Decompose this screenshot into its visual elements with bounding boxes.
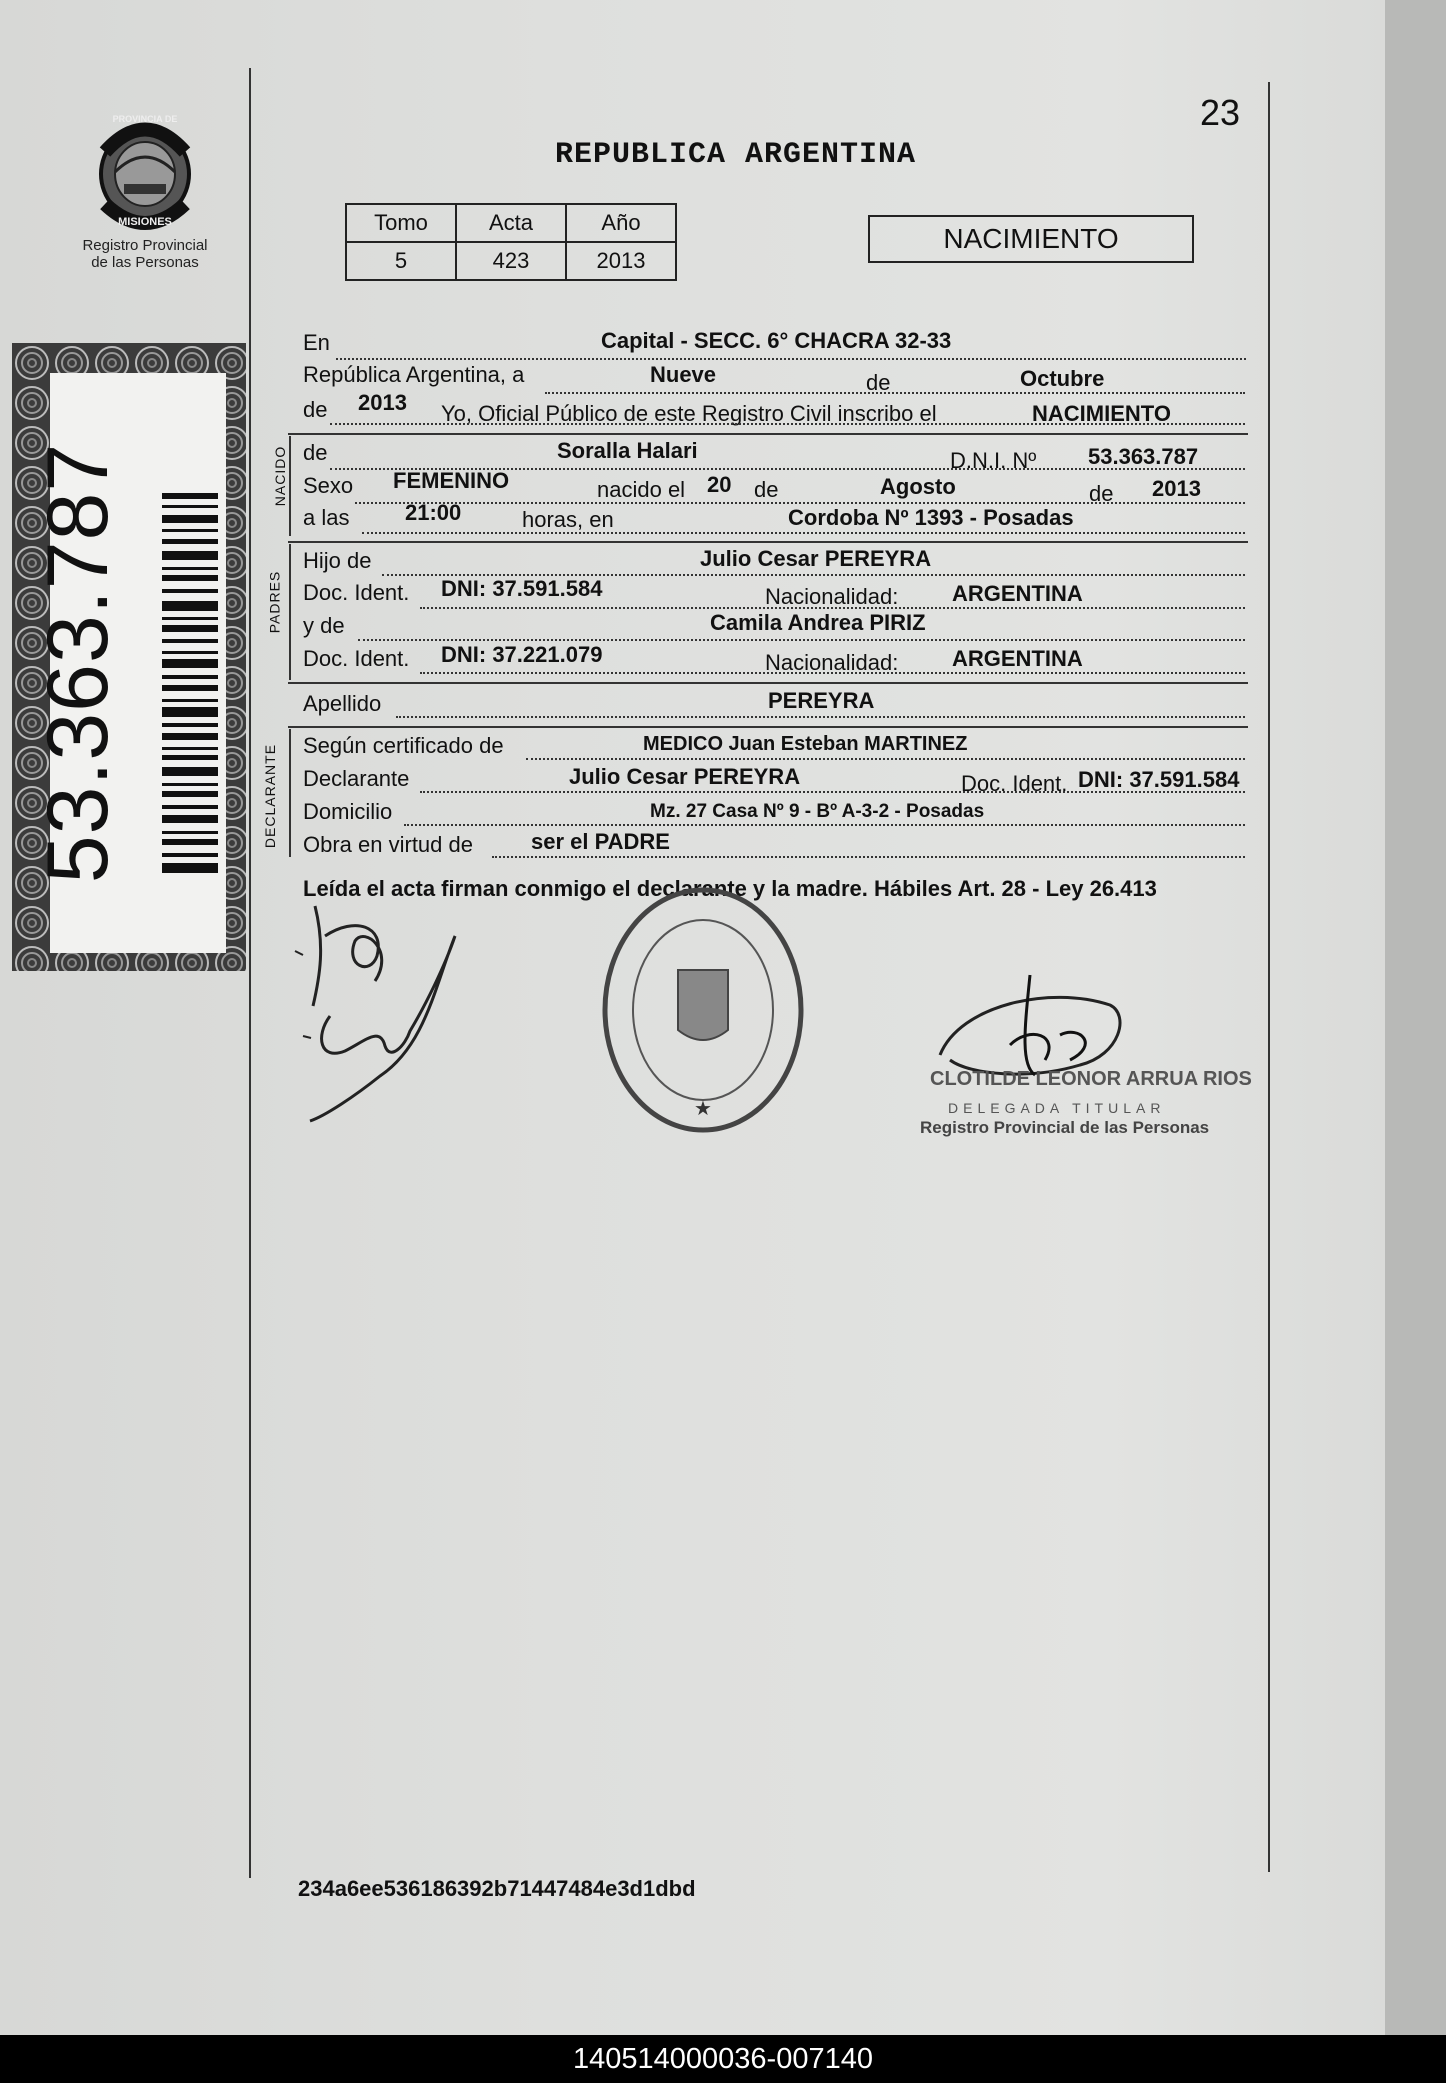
table-header-tomo: Tomo bbox=[346, 204, 456, 242]
day-value: Nueve bbox=[650, 362, 717, 387]
left-margin-line bbox=[249, 68, 251, 1878]
de-label: de bbox=[1089, 481, 1114, 506]
dotted-line bbox=[420, 607, 1245, 609]
dotted-line bbox=[492, 856, 1245, 858]
section-label-padres: PADRES bbox=[266, 570, 283, 634]
barcode-panel bbox=[30, 373, 226, 953]
dotted-line bbox=[362, 532, 1245, 534]
table-header-anio: Año bbox=[566, 204, 676, 242]
apellido-value: PEREYRA bbox=[768, 688, 875, 713]
barcode-number: 53.363.787 bbox=[30, 442, 126, 884]
declarante-doc: DNI: 37.591.584 bbox=[1078, 767, 1240, 792]
province-seal-icon bbox=[90, 112, 200, 232]
logo-bottom-text: MISIONES bbox=[118, 216, 172, 228]
nacionalidad-label: Nacionalidad: bbox=[765, 650, 899, 675]
sexo-label: Sexo bbox=[303, 473, 354, 498]
birth-time: 21:00 bbox=[405, 500, 462, 525]
section-separator bbox=[288, 433, 1248, 435]
logo-caption-2: de las Personas bbox=[91, 254, 199, 271]
dotted-line bbox=[420, 791, 1245, 793]
yde-label: y de bbox=[303, 613, 345, 638]
page-number: 23 bbox=[1200, 92, 1241, 133]
section-label-nacido: NACIDO bbox=[272, 445, 289, 507]
act-type-box: NACIMIENTO bbox=[868, 215, 1194, 263]
mother-doc: DNI: 37.221.079 bbox=[441, 642, 603, 667]
official-stamp-icon bbox=[598, 880, 808, 1140]
declarant-signatures-icon bbox=[285, 896, 475, 1126]
section-bar bbox=[289, 729, 291, 857]
de-label: de bbox=[303, 440, 328, 465]
dni-label: D.N.I. Nº bbox=[950, 448, 1037, 473]
barcode-bars-icon bbox=[162, 493, 218, 873]
right-margin-line bbox=[1268, 82, 1270, 1872]
declarante-label: Declarante bbox=[303, 766, 410, 791]
dotted-line bbox=[358, 639, 1245, 641]
dotted-line bbox=[336, 358, 1246, 360]
year-value: 2013 bbox=[358, 390, 407, 415]
horas-label: horas, en bbox=[522, 507, 614, 532]
logo-top-text: PROVINCIA DE bbox=[112, 114, 178, 124]
obra-label: Obra en virtud de bbox=[303, 832, 473, 857]
child-dni: 53.363.787 bbox=[1088, 444, 1199, 469]
page-edge bbox=[1385, 0, 1446, 2035]
en-label: En bbox=[303, 330, 330, 355]
section-separator bbox=[288, 541, 1248, 543]
mother-nationality: ARGENTINA bbox=[952, 646, 1083, 671]
table-value-acta: 423 bbox=[456, 242, 566, 280]
official-name: CLOTILDE LEONOR ARRUA RIOS bbox=[930, 1068, 1252, 1090]
birth-place: Cordoba Nº 1393 - Posadas bbox=[788, 505, 1074, 530]
cert-label: Según certificado de bbox=[303, 733, 504, 758]
domicilio-label: Domicilio bbox=[303, 799, 393, 824]
dotted-line bbox=[404, 824, 1245, 826]
father-nationality: ARGENTINA bbox=[952, 581, 1083, 606]
place-value: Capital - SECC. 6° CHACRA 32-33 bbox=[601, 328, 952, 353]
barcode-label bbox=[12, 343, 246, 971]
birth-day: 20 bbox=[707, 472, 732, 497]
sex-value: FEMENINO bbox=[393, 468, 510, 493]
de-label: de bbox=[866, 370, 891, 395]
official-signature-icon bbox=[930, 965, 1140, 1115]
de-label-2: de bbox=[303, 397, 328, 422]
table-header-acta: Acta bbox=[456, 204, 566, 242]
document-title: REPUBLICA ARGENTINA bbox=[555, 138, 917, 172]
registry-logo bbox=[80, 112, 210, 271]
birth-month: Agosto bbox=[880, 474, 956, 499]
logo-caption-1: Registro Provincial bbox=[82, 237, 208, 254]
domicilio-value: Mz. 27 Casa Nº 9 - Bº A-3-2 - Posadas bbox=[650, 801, 985, 822]
dotted-line bbox=[545, 392, 1245, 394]
official-role: DELEGADA TITULAR bbox=[948, 1100, 1166, 1116]
dotted-line bbox=[396, 716, 1245, 718]
alas-label: a las bbox=[303, 505, 350, 530]
doc-label: Doc. Ident. bbox=[303, 580, 410, 605]
footer-id: 140514000036-007140 bbox=[0, 2035, 1446, 2083]
nacionalidad-label: Nacionalidad: bbox=[765, 584, 899, 609]
republica-label: República Argentina, a bbox=[303, 362, 525, 387]
father-name: Julio Cesar PEREYRA bbox=[700, 546, 932, 571]
month-value: Octubre bbox=[1020, 366, 1105, 391]
obra-value: ser el PADRE bbox=[531, 829, 670, 854]
mother-name: Camila Andrea PIRIZ bbox=[710, 610, 926, 635]
table-value-anio: 2013 bbox=[566, 242, 676, 280]
hijo-label: Hijo de bbox=[303, 548, 372, 573]
officer-text: Yo, Oficial Público de este Registro Civil inscribo el bbox=[441, 401, 937, 426]
birth-year: 2013 bbox=[1152, 476, 1201, 501]
child-name: Soralla Halari bbox=[557, 438, 698, 463]
declarante-name: Julio Cesar PEREYRA bbox=[569, 764, 801, 789]
table-value-tomo: 5 bbox=[346, 242, 456, 280]
official-org: Registro Provincial de las Personas bbox=[920, 1118, 1210, 1137]
apellido-label: Apellido bbox=[303, 691, 382, 716]
doc-label: Doc. Ident. bbox=[961, 771, 1068, 796]
cert-value: MEDICO Juan Esteban MARTINEZ bbox=[643, 733, 968, 755]
act-value: NACIMIENTO bbox=[1032, 401, 1171, 426]
section-separator bbox=[288, 726, 1248, 728]
dotted-line bbox=[526, 758, 1245, 760]
section-label-declarante: DECLARANTE bbox=[262, 743, 279, 849]
svg-text:★: ★ bbox=[694, 1098, 712, 1120]
section-bar bbox=[289, 544, 291, 680]
dotted-line bbox=[355, 502, 1245, 504]
nacido-label: nacido el bbox=[597, 477, 686, 502]
de-label: de bbox=[754, 477, 779, 502]
dotted-line bbox=[420, 672, 1245, 674]
section-separator bbox=[288, 682, 1248, 684]
closing-statement: Leída el acta firman conmigo el declarante y la madre. Hábiles Art. 28 - Ley 26.413 bbox=[303, 876, 1157, 901]
father-doc: DNI: 37.591.584 bbox=[441, 576, 603, 601]
document-hash: 234a6ee536186392b71447484e3d1dbd bbox=[298, 1876, 696, 1901]
doc-label: Doc. Ident. bbox=[303, 646, 410, 671]
section-bar bbox=[289, 436, 291, 536]
registry-table bbox=[345, 203, 677, 281]
